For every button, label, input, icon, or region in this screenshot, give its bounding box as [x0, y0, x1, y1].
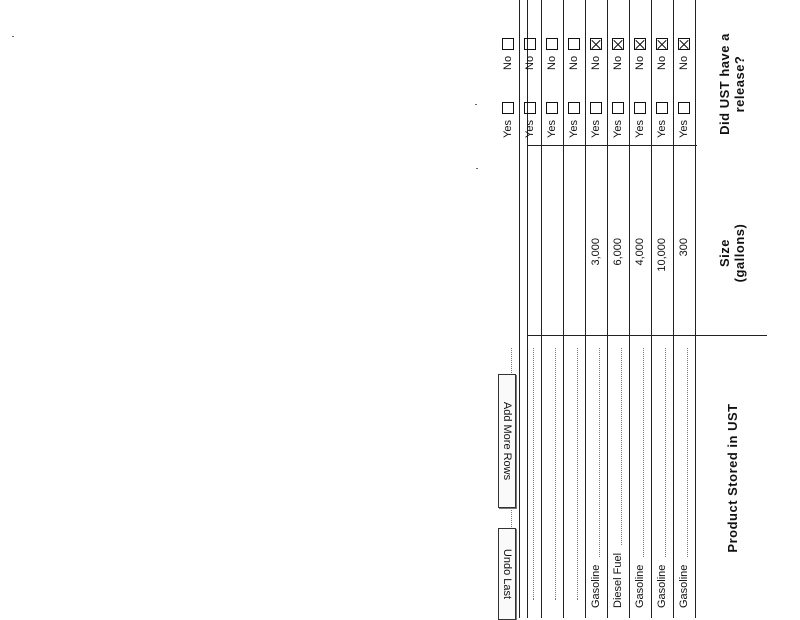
table-row	[497, 0, 519, 618]
no-label: No	[590, 55, 602, 70]
table-row	[607, 0, 629, 618]
no-checkbox[interactable]	[612, 38, 624, 50]
scan-speck	[475, 104, 477, 105]
product-value: Gasoline	[634, 564, 646, 608]
release-yes[interactable]	[585, 73, 607, 138]
row-divider	[607, 0, 608, 618]
yes-checkbox[interactable]	[546, 102, 558, 114]
size-cell[interactable]: 3,000	[590, 238, 602, 266]
no-checkbox[interactable]	[656, 38, 668, 50]
product-cell[interactable]	[607, 348, 629, 608]
no-checkbox[interactable]	[568, 38, 580, 50]
yes-checkbox[interactable]	[678, 102, 690, 114]
product-value: Diesel Fuel	[612, 552, 624, 608]
release-no[interactable]	[651, 5, 673, 70]
yes-label: Yes	[634, 120, 646, 138]
undo-last-label: Undo Last	[501, 548, 513, 600]
product-value: Gasoline	[678, 564, 690, 608]
row-divider	[585, 0, 586, 618]
add-more-rows-button[interactable]	[498, 374, 516, 508]
release-no[interactable]	[629, 5, 651, 70]
product-value: Gasoline	[656, 564, 668, 608]
row-divider	[519, 0, 520, 618]
product-cell[interactable]	[673, 348, 695, 608]
yes-label: Yes	[568, 120, 580, 138]
no-label: No	[546, 55, 558, 70]
release-yes[interactable]	[519, 73, 541, 138]
header-release	[697, 0, 767, 168]
no-label: No	[634, 55, 646, 70]
row-divider	[629, 0, 630, 618]
yes-label: Yes	[612, 120, 624, 138]
row-divider	[673, 0, 674, 618]
fill-line	[576, 348, 578, 600]
yes-checkbox[interactable]	[634, 102, 646, 114]
fill-line	[554, 348, 556, 600]
no-label: No	[612, 55, 624, 70]
yes-checkbox[interactable]	[524, 102, 536, 114]
size-cell[interactable]	[497, 232, 519, 328]
release-yes[interactable]	[651, 73, 673, 138]
no-checkbox[interactable]	[678, 38, 690, 50]
fill-line	[664, 348, 666, 557]
release-yes[interactable]	[563, 73, 585, 138]
no-label: No	[568, 55, 580, 70]
size-cell[interactable]: 10,000	[656, 238, 668, 272]
no-checkbox[interactable]	[634, 38, 646, 50]
release-no[interactable]	[541, 5, 563, 70]
yes-label: Yes	[678, 120, 690, 138]
yes-label: Yes	[524, 120, 536, 138]
no-label: No	[678, 55, 690, 70]
row-divider	[563, 0, 564, 618]
table-row	[673, 0, 695, 618]
release-yes[interactable]	[497, 73, 519, 138]
fill-line	[598, 348, 600, 557]
fill-line	[532, 348, 534, 600]
yes-checkbox[interactable]	[590, 102, 602, 114]
size-cell[interactable]: 300	[678, 238, 690, 257]
product-value: Gasoline	[590, 564, 602, 608]
no-checkbox[interactable]	[502, 38, 514, 50]
release-no[interactable]	[497, 5, 519, 70]
header-product: Product Stored in UST	[724, 403, 740, 553]
product-cell[interactable]	[563, 348, 585, 608]
release-no[interactable]	[585, 5, 607, 70]
scan-speck	[476, 168, 478, 169]
product-cell[interactable]	[541, 348, 563, 608]
scan-speck	[12, 36, 14, 37]
table-row	[519, 0, 541, 618]
no-label: No	[656, 55, 668, 70]
yes-checkbox[interactable]	[656, 102, 668, 114]
table-row	[563, 0, 585, 618]
add-more-rows-label: Add More Rows	[501, 401, 514, 481]
table-row	[629, 0, 651, 618]
yes-label: Yes	[590, 120, 602, 138]
release-yes[interactable]	[541, 73, 563, 138]
size-cell[interactable]: 6,000	[612, 238, 624, 266]
product-cell[interactable]	[651, 348, 673, 608]
release-no[interactable]	[607, 5, 629, 70]
table-header	[697, 0, 767, 618]
size-cell[interactable]	[519, 232, 541, 328]
yes-label: Yes	[502, 120, 514, 138]
table-row	[541, 0, 563, 618]
fill-line	[642, 348, 644, 557]
release-no[interactable]	[519, 5, 541, 70]
header-release-label: Did UST have a release?	[717, 33, 747, 135]
product-cell[interactable]	[585, 348, 607, 608]
row-divider	[541, 0, 542, 618]
product-cell[interactable]	[629, 348, 651, 608]
size-cell[interactable]	[563, 232, 585, 328]
release-no[interactable]	[673, 5, 695, 70]
undo-last-button[interactable]	[498, 528, 516, 620]
product-cell[interactable]	[519, 348, 541, 608]
fill-line	[686, 348, 688, 557]
table-row	[585, 0, 607, 618]
fill-line	[620, 348, 622, 545]
release-yes[interactable]	[673, 73, 695, 138]
row-divider	[651, 0, 652, 618]
release-yes[interactable]	[629, 73, 651, 138]
yes-checkbox[interactable]	[612, 102, 624, 114]
release-yes[interactable]	[607, 73, 629, 138]
header-size	[697, 168, 767, 338]
release-no[interactable]	[563, 5, 585, 70]
yes-label: Yes	[546, 120, 558, 138]
size-cell[interactable]	[541, 232, 563, 328]
no-label: No	[524, 55, 536, 70]
header-divider	[695, 0, 696, 618]
no-checkbox[interactable]	[590, 38, 602, 50]
no-label: No	[502, 55, 514, 70]
yes-checkbox[interactable]	[568, 102, 580, 114]
table-row	[651, 0, 673, 618]
header-size-label: Size (gallons)	[717, 223, 747, 283]
size-cell[interactable]: 4,000	[634, 238, 646, 266]
no-checkbox[interactable]	[546, 38, 558, 50]
yes-label: Yes	[656, 120, 668, 138]
no-checkbox[interactable]	[524, 38, 536, 50]
yes-checkbox[interactable]	[502, 102, 514, 114]
